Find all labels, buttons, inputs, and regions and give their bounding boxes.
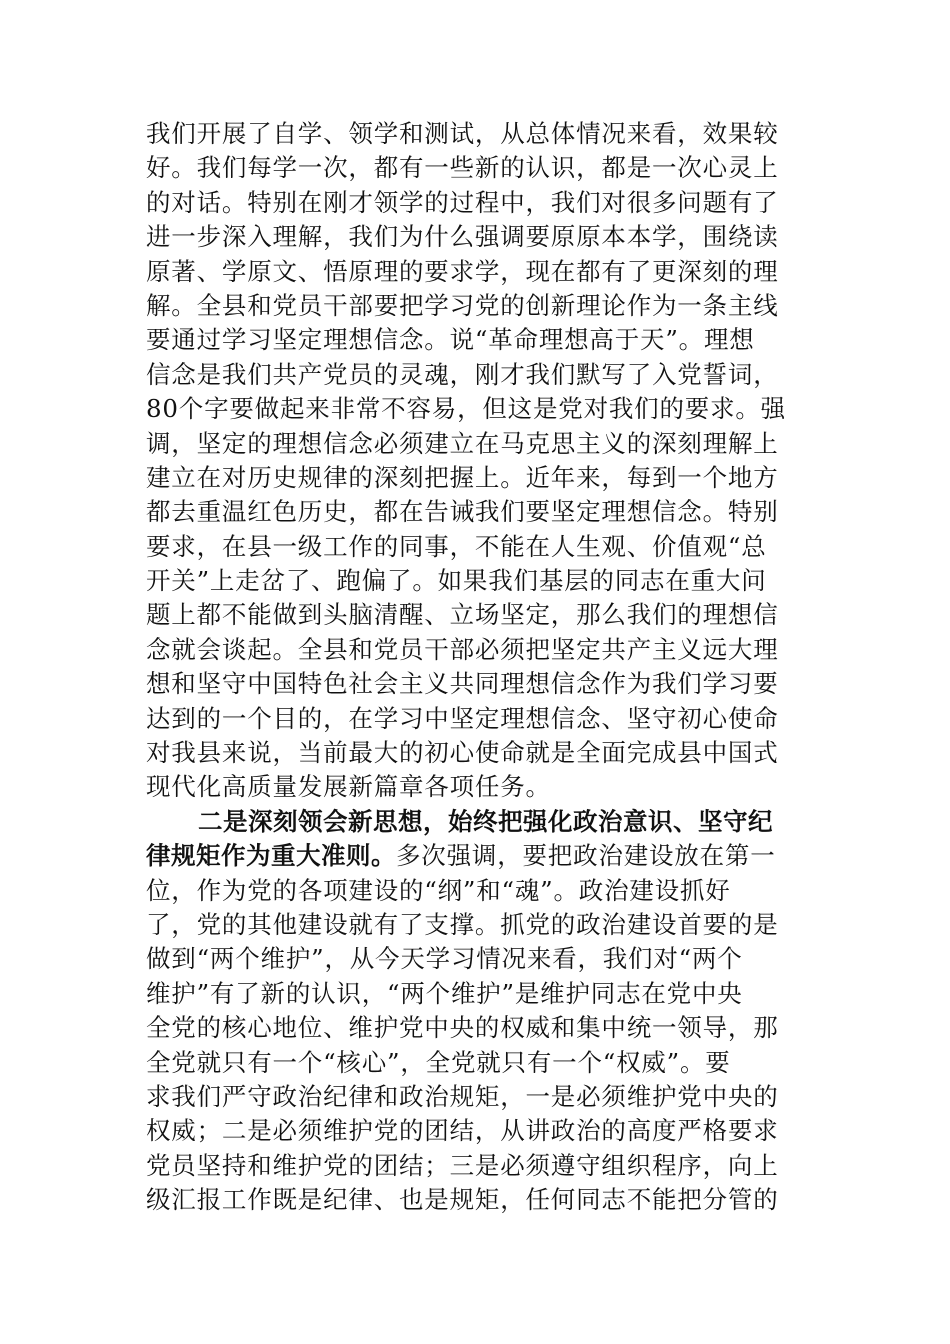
document-page xyxy=(146,117,806,1218)
text-line: 权威；二是必须维护党的团结，从讲政治的高度严格要求 xyxy=(146,1116,779,1146)
text-line: 80个字要做起来非常不容易，但这是党对我们的要求。强 xyxy=(146,394,786,424)
section-heading-end: 律规矩作为重大准则。 xyxy=(146,841,396,871)
text-line: 的对话。特别在刚才领学的过程中，我们对很多问题有了 xyxy=(146,187,779,217)
text-line: 要求，在县一级工作的同事，不能在人生观、价值观“总 xyxy=(146,531,767,561)
text-line: 求我们严守政治纪律和政治规矩，一是必须维护党中央的 xyxy=(146,1081,779,1111)
text-line: 建立在对历史规律的深刻把握上。近年来，每到一个地方 xyxy=(146,462,779,492)
text-line: 达到的一个目的，在学习中坚定理想信念、坚守初心使命 xyxy=(146,703,779,733)
text-line: 党员坚持和维护党的团结；三是必须遵守组织程序，向上 xyxy=(146,1150,779,1180)
text-line: 开关”上走岔了、跑偏了。如果我们基层的同志在重大问 xyxy=(146,566,767,596)
text-line: 要通过学习坚定理想信念。说“革命理想高于天”。理想 xyxy=(146,325,755,355)
text-line: 全党的核心地位、维护党中央的权威和集中统一领导，那 xyxy=(146,1013,779,1043)
text-line: 进一步深入理解，我们为什么强调要原原本本学，围绕读 xyxy=(146,222,779,252)
text-line: 了，党的其他建设就有了支撑。抓党的政治建设首要的是 xyxy=(146,909,779,939)
text-line: 调，坚定的理想信念必须建立在马克思主义的深刻理解上 xyxy=(146,428,779,458)
paragraph-text: 多次强调，要把政治建设放在第一 xyxy=(396,841,776,871)
text-line: 全党就只有一个“核心”，全党就只有一个“权威”。要 xyxy=(146,1047,731,1077)
text-line: 都去重温红色历史，都在告诫我们要坚定理想信念。特别 xyxy=(146,497,779,527)
text-line: 维护”有了新的认识，“两个维护”是维护同志在党中央 xyxy=(146,978,743,1008)
text-line: 信念是我们共产党员的灵魂，刚才我们默写了入党誓词， xyxy=(146,359,779,389)
text-line: 做到“两个维护”，从今天学习情况来看，我们对“两个 xyxy=(146,944,743,974)
text-line: 想和坚守中国特色社会主义共同理想信念作为我们学习要 xyxy=(146,669,779,699)
text-line: 现代化高质量发展新篇章各项任务。 xyxy=(146,772,551,802)
text-line: 位，作为党的各项建设的“纲”和“魂”。政治建设抓好 xyxy=(146,875,731,905)
text-line: 对我县来说，当前最大的初心使命就是全面完成县中国式 xyxy=(146,738,779,768)
section-heading-continuation xyxy=(146,839,806,873)
text-line: 我们开展了自学、领学和测试，从总体情况来看，效果较 xyxy=(146,119,779,148)
section-heading: 二是深刻领会新思想，始终把强化政治意识、坚守纪 xyxy=(198,806,773,836)
text-line: 原著、学原文、悟原理的要求学，现在都有了更深刻的理 xyxy=(146,256,779,286)
text-line: 解。全县和党员干部要把学习党的创新理论作为一条主线 xyxy=(146,290,779,320)
text-line: 好。我们每学一次，都有一些新的认识，都是一次心灵上 xyxy=(146,153,779,183)
text-line: 念就会谈起。全县和党员干部必须把坚定共产主义远大理 xyxy=(146,634,779,664)
text-line: 题上都不能做到头脑清醒、立场坚定，那么我们的理想信 xyxy=(146,600,779,630)
text-line: 级汇报工作既是纪律、也是规矩，任何同志不能把分管的 xyxy=(146,1185,779,1215)
